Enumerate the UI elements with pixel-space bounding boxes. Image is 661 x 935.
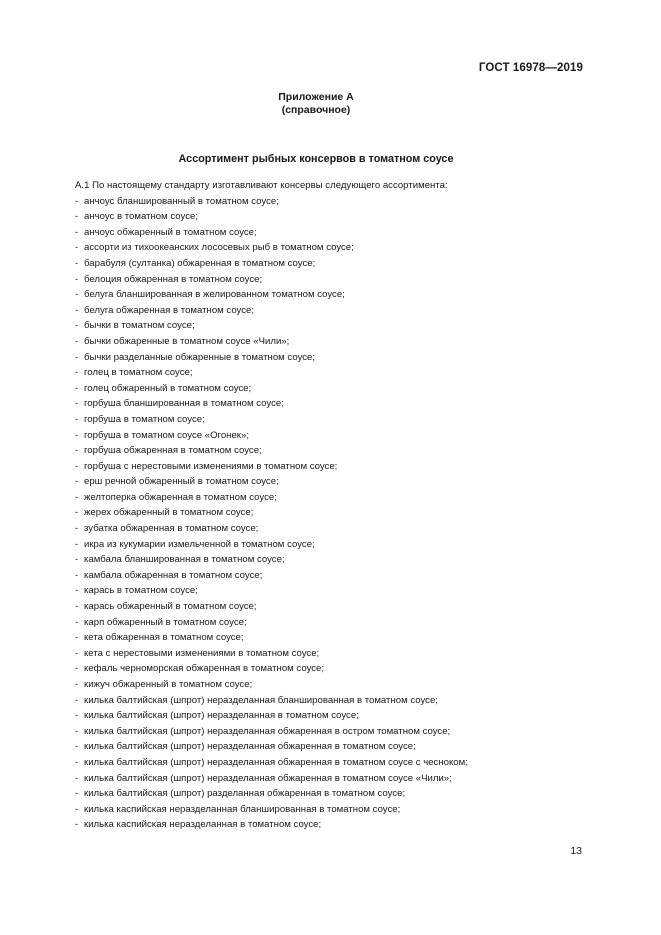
list-item <box>75 365 468 381</box>
list-item <box>75 708 468 724</box>
list-item <box>75 661 468 677</box>
page-number: 13 <box>570 845 582 857</box>
appendix-title: Приложение А <box>278 91 354 103</box>
list-item <box>75 287 468 303</box>
list-dash: - <box>75 257 79 269</box>
list-dash: - <box>75 788 79 800</box>
list-item <box>75 786 468 802</box>
list-item-label: килька каспийская неразделанная бланшированная в томатном соусе; <box>84 803 401 815</box>
list-item-label: карась обжаренный в томатном соусе; <box>84 601 257 613</box>
list-dash: - <box>75 491 79 503</box>
list-dash: - <box>75 694 79 706</box>
list-item-label: голец обжаренный в томатном соусе; <box>84 382 252 394</box>
list-item <box>75 771 468 787</box>
appendix-heading <box>0 91 632 117</box>
list-dash: - <box>75 507 79 519</box>
list-item <box>75 755 468 771</box>
list-item <box>75 521 468 537</box>
list-item-label: килька балтийская (шпрот) неразделанная обжаренная в остром томатном соусе; <box>84 725 451 737</box>
list-dash: - <box>75 538 79 550</box>
list-dash: - <box>75 647 79 659</box>
list-dash: - <box>75 242 79 254</box>
list-item <box>75 630 468 646</box>
list-item <box>75 802 468 818</box>
list-item <box>75 209 468 225</box>
list-item <box>75 724 468 740</box>
list-item <box>75 817 468 833</box>
list-dash: - <box>75 226 79 238</box>
list-item-label: бычки обжаренные в томатном соусе «Чили»; <box>84 335 290 347</box>
list-item-label: горбуша в томатном соусе «Огонек»; <box>84 429 250 441</box>
list-dash: - <box>75 382 79 394</box>
list-item-label: килька балтийская (шпрот) неразделанная обжаренная в томатном соусе «Чили»; <box>84 772 452 784</box>
list-dash: - <box>75 819 79 831</box>
list-dash: - <box>75 569 79 581</box>
list-item-label: кефаль черноморская обжаренная в томатном соусе; <box>84 663 325 675</box>
list-dash: - <box>75 429 79 441</box>
list-item <box>75 552 468 568</box>
list-item <box>75 583 468 599</box>
list-item-label: горбуша бланшированная в томатном соусе; <box>84 398 284 410</box>
list-item <box>75 318 468 334</box>
list-item-label: килька балтийская (шпрот) неразделанная обжаренная в томатном соусе; <box>84 741 416 753</box>
list-item-label: килька балтийская (шпрот) неразделанная бланшированная в томатном соусе; <box>84 694 438 706</box>
list-dash: - <box>75 335 79 347</box>
list-item-label: кижуч обжаренный в томатном соусе; <box>84 679 253 690</box>
list-item-label: килька балтийская (шпрот) неразделанная обжаренная в томатном соусе с чесноком; <box>84 756 468 768</box>
intro-paragraph: А.1 По настоящему стандарту изготавливают консервы следующего ассортимента: <box>75 180 448 191</box>
list-dash: - <box>75 554 79 566</box>
list-item-label: голец в томатном соусе; <box>84 367 193 379</box>
list-dash: - <box>75 304 79 316</box>
list-item-label: зубатка обжаренная в томатном соусе; <box>84 523 259 535</box>
list-dash: - <box>75 320 79 332</box>
list-item-label: ассорти из тихоокеанских лососевых рыб в томатном соусе; <box>84 242 354 254</box>
list-dash: - <box>75 663 79 675</box>
list-item <box>75 505 468 521</box>
list-item-label: кета с нерестовыми изменениями в томатном соусе; <box>84 647 320 659</box>
list-dash: - <box>75 710 79 722</box>
list-dash: - <box>75 289 79 301</box>
list-dash: - <box>75 398 79 410</box>
list-item-label: бычки в томатном соусе; <box>84 320 195 332</box>
appendix-note: (справочное) <box>281 104 351 116</box>
list-item-label: килька каспийская неразделанная в томатном соусе; <box>84 819 322 831</box>
list-item <box>75 396 468 412</box>
list-item-label: карп обжаренный в томатном соусе; <box>84 616 247 628</box>
list-item <box>75 739 468 755</box>
list-item-label: камбала обжаренная в томатном соусе; <box>84 569 263 581</box>
list-dash: - <box>75 273 79 285</box>
list-item-label: анчоус в томатном соусе; <box>84 211 199 223</box>
list-item-label: икра из кукумарии измельченной в томатном соусе; <box>84 538 315 550</box>
list-dash: - <box>75 476 79 488</box>
list-dash: - <box>75 195 79 207</box>
list-item-label: анчоус бланшированный в томатном соусе; <box>84 195 279 207</box>
list-item <box>75 240 468 256</box>
list-dash: - <box>75 741 79 753</box>
list-item <box>75 443 468 459</box>
list-dash: - <box>75 601 79 613</box>
list-item <box>75 350 468 366</box>
list-item <box>75 599 468 615</box>
list-dash: - <box>75 772 79 784</box>
list-dash: - <box>75 632 79 644</box>
list-item-label: белуга обжаренная в томатном соусе; <box>84 304 255 316</box>
list-item-label: карась в томатном соусе; <box>84 585 198 597</box>
list-item-label: ерш речной обжаренный в томатном соусе; <box>84 476 279 488</box>
list-dash: - <box>75 523 79 535</box>
list-dash: - <box>75 803 79 815</box>
list-item <box>75 459 468 475</box>
list-item-label: белуга бланшированная в желированном томатном соусе; <box>84 289 345 301</box>
list-item <box>75 225 468 241</box>
section-title: Ассортимент рыбных консервов в томатном соусе <box>178 153 454 165</box>
list-item <box>75 474 468 490</box>
list-item-label: барабуля (султанка) обжаренная в томатном соусе; <box>84 257 316 269</box>
list-dash: - <box>75 725 79 737</box>
list-item-label: горбуша с нерестовыми изменениями в томатном соусе; <box>84 460 338 472</box>
list-item <box>75 303 468 319</box>
list-item <box>75 334 468 350</box>
list-item-label: белоция обжаренная в томатном соусе; <box>84 273 263 285</box>
list-item <box>75 194 468 210</box>
list-dash: - <box>75 679 79 690</box>
list-item-label: желтоперка обжаренная в томатном соусе; <box>84 491 277 503</box>
list-item-label: анчоус обжаренный в томатном соусе; <box>84 226 257 238</box>
assortment-list <box>75 194 468 833</box>
list-item <box>75 537 468 553</box>
list-dash: - <box>75 351 79 363</box>
list-dash: - <box>75 616 79 628</box>
list-item-label: килька балтийская (шпрот) неразделанная в томатном соусе; <box>84 710 359 722</box>
list-item <box>75 677 468 693</box>
list-dash: - <box>75 445 79 457</box>
list-item <box>75 568 468 584</box>
list-item <box>75 428 468 444</box>
list-item-label: килька балтийская (шпрот) разделанная обжаренная в томатном соусе; <box>84 788 406 800</box>
list-item-label: горбуша обжаренная в томатном соусе; <box>84 445 262 457</box>
list-item <box>75 256 468 272</box>
list-item-label: жерех обжаренный в томатном соусе; <box>84 507 254 519</box>
list-item <box>75 490 468 506</box>
list-dash: - <box>75 413 79 425</box>
list-dash: - <box>75 460 79 472</box>
list-item <box>75 615 468 631</box>
list-item-label: горбуша в томатном соусе; <box>84 413 205 425</box>
list-item <box>75 693 468 709</box>
list-dash: - <box>75 367 79 379</box>
list-item <box>75 272 468 288</box>
list-dash: - <box>75 585 79 597</box>
list-item <box>75 381 468 397</box>
list-item-label: камбала бланшированная в томатном соусе; <box>84 554 285 566</box>
list-dash: - <box>75 756 79 768</box>
list-item <box>75 412 468 428</box>
list-item-label: кета обжаренная в томатном соусе; <box>84 632 244 644</box>
list-dash: - <box>75 211 79 223</box>
list-item-label: бычки разделанные обжаренные в томатном соусе; <box>84 351 316 363</box>
list-item <box>75 646 468 662</box>
standard-code: ГОСТ 16978—2019 <box>478 62 583 74</box>
